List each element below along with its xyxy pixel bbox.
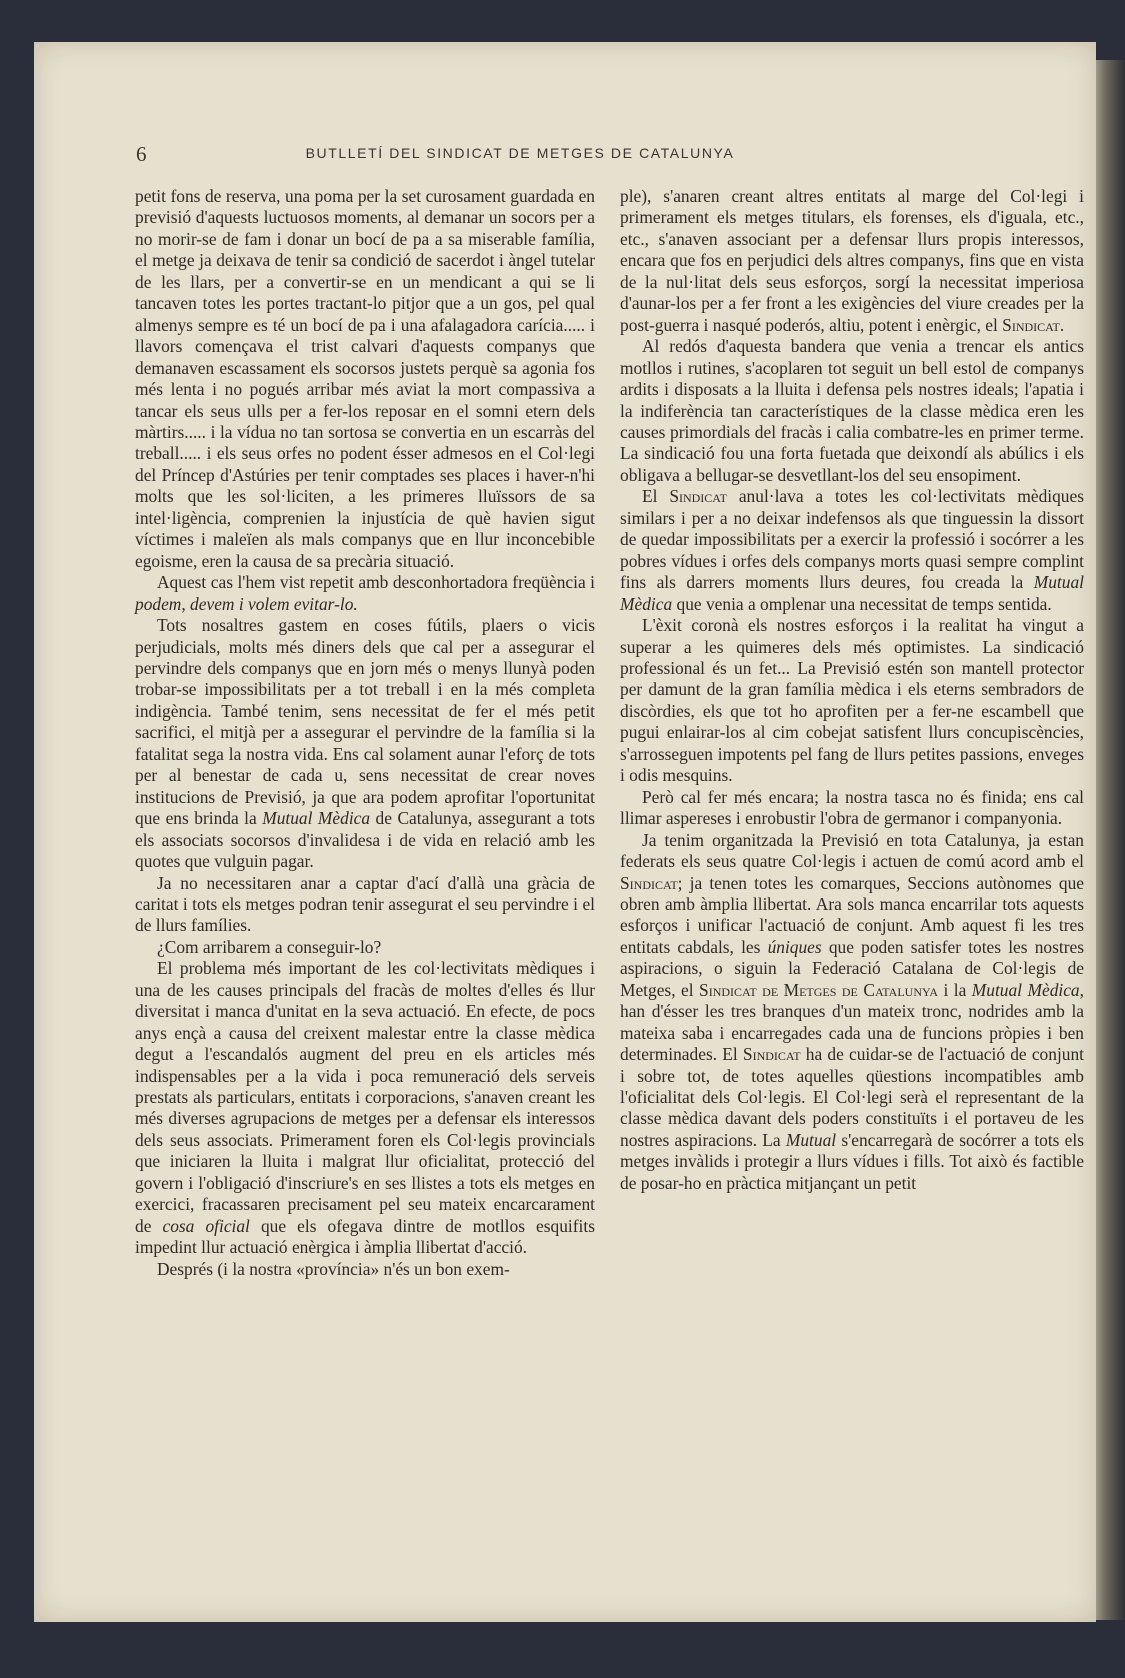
page-number: 6: [136, 142, 147, 166]
left-column: [135, 186, 595, 1280]
page-header: [34, 142, 1096, 172]
paragraph: ¿Com arribarem a conseguir-lo?: [157, 936, 382, 957]
paragraph: Després (i la nostra «província» n'és un bon exem-: [157, 1258, 510, 1279]
paragraph: Ja tenim organitzada la Previsió en tota Catalunya, ja estan federats els seus quatre Col·legis i actuen de comú acord amb el Sindicat; ja tenen totes les comarques, Seccions autònomes que obren amb àmplia llibertat. Ara sols manca encarrilar tots aquests esforços i unificar l'actuació de conjunt. Amb aquest fi les tres entitats cabdals, les úniques que poden satisfer totes les nostres aspiracions, o siguin la Federació Catalana de Col·legis de Metges, el Sindicat de Metges de Catalunya i la Mutual Mèdica, han d'ésser les tres branques d'un mateix tronc, nodrides amb la mateixa saba i encarregades cada una de funcions pròpies i ben determinades. El Sindicat ha de cuidar-se de l'actuació de conjunt i sobre tot, de totes aquelles qüestions incompatibles amb l'oficialitat dels Col·legis. El Col·legi serà el representant de la classe mèdica davant dels poders constituïts i el portaveu de les nostres aspiracions. La Mutual s'encarregarà de socórrer a tots els metges invàlids i protegir a llurs vídues i fills. Tot això és factible de posar-ho en pràctica mitjançant un petit: [620, 829, 1085, 1193]
emphasis: podem, devem i volem evitar-lo.: [135, 593, 358, 614]
emphasis: Mutual Mèdica: [971, 979, 1080, 1000]
small-caps: Sindicat: [669, 486, 727, 507]
paragraph: petit fons de reserva, una poma per la set curosament guardada en previsió d'aquests luctuosos moments, al demanar un socors per a no morir-se de fam i donar un bocí de pa a sa miserable família, el metge ja deixava de tenir sa condició de sacerdot i àngel tutelar de les llars, per a convertir-se en un mendicant a qui se li tancaven totes les portes tractant-lo pitjor que a un gos, pel qual almenys sempre es té un bocí de pa i una afalagadora carícia..... i llavors començava el trist calvari d'aquests companys que demanaven escassament els socorsos justets perquè sa agonia fos més lenta i no pogués arribar més aviat la mort compassiva a tancar els seus ulls per a fer-los reposar en el somni etern dels màrtirs..... i la vídua no tan sortosa se convertia en un escarràs del treball..... i els seus orfes no podent ésser admesos en el Col·legi del Príncep d'Astúries per tenir comptades ses places i haver-n'hi molts que les sol·liciten, a les primeres lluïssors de sa intel·ligència, comprenien la injustícia de què havien sigut víctimes i maleïen als mals companys que en llur inconcebible egoisme, eren la causa de sa precària situació.: [135, 186, 595, 571]
emphasis: Mutual: [785, 1129, 837, 1150]
paragraph: Però cal fer més encara; la nostra tasca no és finida; ens cal llimar aspereses i enrobustir l'obra de germanor i companyonia.: [620, 786, 1084, 829]
small-caps: Sindicat: [742, 1044, 801, 1065]
paragraph: Ja no necessitaren anar a captar d'ací d'allà una gràcia de caritat i tots els metges podran tenir assegurat el seu pervindre i el de llurs famílies.: [135, 872, 595, 936]
paragraph: Tots nosaltres gastem en coses fútils, plaers o vicis perjudicials, molts més diners dels que cal per a assegurar el pervindre dels companys que en jorn més o menys llunyà poden trobar-se impossibilitats per a tot treball i en la més completa indigència. També tenim, sens necessitat de fer el més petit sacrifici, el mitjà per a assegurar el pervindre de la família si la fatalitat sega la nostra vida. Ens cal solament aunar l'eforç de tots per al benestar de cada u, sens necessitat de crear noves institucions de Previsió, ja que ara podem aprofitar l'oportunitat que ens brinda la Mutual Mèdica de Catalunya, assegurant a tots els associats socorsos d'invalidesa i de vida en relació amb les quotes que vulguin pagar.: [135, 615, 595, 872]
small-caps: Sindicat: [1002, 314, 1060, 335]
emphasis: úniques: [767, 936, 822, 957]
paragraph: El problema més important de les col·lectivitats mèdiques i una de les causes principals del fracàs de moltes d'elles és llur diversitat i manca d'unitat en la seva actuació. En efecte, de pocs anys ençà a causa del creixent malestar entre la classe mèdica degut a l'escandalós augment del preu en els articles més indispensables per a la vida i poca remuneració dels serveis prestats als particulars, entitats i corporacions, s'anaven creant les més diverses agrupacions de metges per a defensar els interessos dels seus associats. Primerament foren els Col·legis provincials que iniciaren la lluita i malgrat llur oficialitat, protecció del govern i l'obligació d'inscriure's en ses llistes a tots els metges en exercici, fracassaren precisament pel seu mateix encarcarament de cosa oficial que els ofegava dintre de motllos esquifits impedint llur actuació enèrgica i àmplia llibertat d'acció.: [135, 958, 595, 1258]
paragraph: L'èxit coronà els nostres esforços i la realitat ha vingut a superar a les quimeres dels més optimistes. La sindicació professional és un fet... La Previsió estén son mantell protector per damunt de la gran família mèdica i els eterns sembradors de discòrdies, els que tot ho aprofiten per a fer-ne escambell que pugui enlairar-los al cim cobejat satisfent llurs concupiscències, s'arrosseguen impotents pel fang de llurs petites passions, enveges i odis mesquins.: [620, 615, 1084, 786]
running-head: BUTLLETÍ DEL SINDICAT DE METGES DE CATALUNYA: [305, 145, 735, 161]
document-page: [34, 42, 1096, 1622]
paragraph: El Sindicat anul·lava a totes les col·lectivitats mèdiques similars i per a no deixar indefensos als que tinguessin la dissort de quedar impossibilitats per a exercir la professió i socórrer a les pobres vídues i orfes dels companys morts quasi sempre complint fins als darrers moments llurs deures, fou creada la Mutual Mèdica que venia a omplenar una necessitat de temps sentida.: [620, 486, 1084, 614]
paragraph: Al redós d'aquesta bandera que venia a trencar els antics motllos i rutines, s'acoplaren tot seguit un bell estol de companys ardits i disposats a la lluita i defensa pels nostres ideals; l'apatia i la indiferència tan característiques de la classe mèdica eren les causes primordials del fracàs i calia combatre-les en primer terme. La sindicació fou una forta fuetada que deixondí als abúlics i els obligava a bellugar-se desvetllant-los del seu ensopiment.: [620, 336, 1084, 485]
paragraph: ple), s'anaren creant altres entitats al marge del Col·legi i primerament els metges titulars, els forenses, els d'iguala, etc., etc., s'anaven associant per a defensar llurs propis interessos, encara que fos en perjudici dels altres companys, fins que en vista de la nul·litat dels seus esforços, sorgí la necessitat imperiosa d'aunar-los per a fer front a les exigències del viure creades per la post-guerra i nasqué poderós, altiu, potent i enèrgic, el Sindicat.: [620, 186, 1084, 335]
small-caps: Sindicat de Metges de Catalunya: [699, 979, 938, 1000]
emphasis: Mutual Mèdica: [620, 572, 1084, 614]
scan-background-edge: [1092, 60, 1125, 1620]
small-caps: Sindicat: [620, 872, 678, 893]
right-column: [620, 186, 1084, 1194]
emphasis: Mutual Mèdica: [262, 808, 371, 829]
emphasis: cosa oficial: [162, 1215, 250, 1236]
paragraph: Aquest cas l'hem vist repetit amb desconhortadora freqüència i podem, devem i volem evitar-lo.: [135, 572, 595, 614]
